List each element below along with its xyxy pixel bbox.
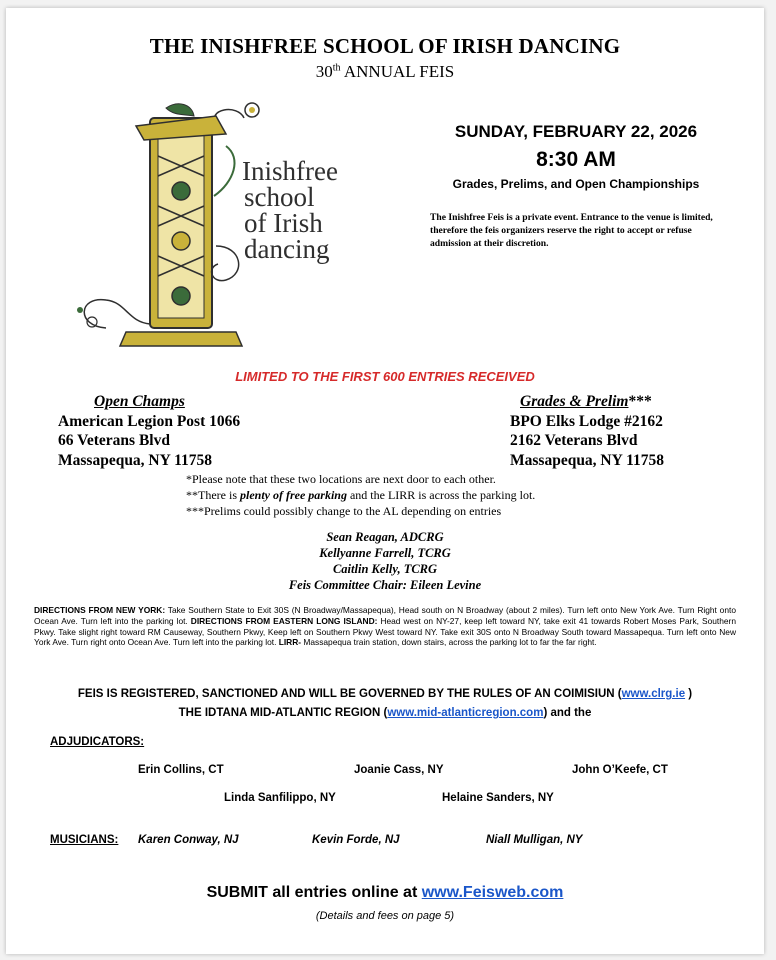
- logo-line-2: school: [244, 182, 315, 212]
- venue-notes: [186, 471, 606, 519]
- logo-line-1: Inishfree: [242, 156, 338, 186]
- page-title: THE INISHFREE SCHOOL OF IRISH DANCING: [149, 34, 621, 58]
- directions-text: DIRECTIONS FROM NEW YORK: Take Southern State to Exit 30S (N Broadway/Massapequa), Head south on N Broadway (about 2 miles). Turn left onto New York Ave. Turn Right onto Ocean Ave. Turn left into the parking lot. DIRECTIONS FROM EASTERN LONG ISLAND: Head west on NY-27, keep left toward NY, take exit 41 towards Robert Moses Park, Southern Pkwy. Take slight right toward RM Causeway, Southern Pkwy, Keep left on Southern Pkwy West toward NY. Take exit 30S onto N Broadway South toward Massapequa. Turn left onto New York Ave. Turn right onto Ocean Ave. Turn left into the parking lot. LIRR- Massapequa train station, down stairs, across the parking lot to far the far right.: [34, 605, 736, 648]
- event-date: SUNDAY, FEBRUARY 22, 2026: [454, 122, 698, 141]
- musician: Karen Conway, NJ: [138, 834, 239, 846]
- staff-member: Feis Committee Chair: Eileen Levine: [288, 578, 482, 592]
- adjudicator: Helaine Sanders, NY: [442, 792, 554, 804]
- staff-member: Kellyanne Farrell, TCRG: [319, 546, 451, 560]
- staff-member: Caitlin Kelly, TCRG: [332, 562, 438, 576]
- submit-entries: SUBMIT all entries online at www.Feisweb.com: [206, 884, 564, 901]
- staff-member: Sean Reagan, ADCRG: [326, 530, 444, 544]
- flyer-page: [6, 8, 764, 954]
- logo-line-4: dancing: [244, 234, 330, 264]
- event-categories: Grades, Prelims, and Open Championships: [452, 177, 700, 191]
- musicians-heading: MUSICIANS:: [50, 834, 119, 846]
- venue-grades-city: Massapequa, NY 11758: [510, 451, 665, 469]
- note-3: ***Prelims could possibly change to the AL depending on entries: [186, 504, 502, 518]
- mid-atlantic-link[interactable]: www.mid-atlanticregion.com: [387, 707, 544, 719]
- entry-limit-notice: LIMITED TO THE FIRST 600 ENTRIES RECEIVED: [235, 369, 535, 384]
- event-time: 8:30 AM: [536, 148, 616, 171]
- celtic-letter-i-icon: [66, 96, 386, 356]
- venue-open-champs: [58, 392, 318, 470]
- school-logo: [66, 96, 386, 356]
- note-2: **There is plenty of free parking and the LIRR is across the parking lot.: [186, 488, 536, 502]
- feis-staff: [6, 529, 764, 593]
- clrg-link[interactable]: www.clrg.ie: [621, 688, 686, 700]
- venue-grades-street: 2162 Veterans Blvd: [510, 432, 638, 449]
- page-subtitle: 30th ANNUAL FEIS: [315, 62, 455, 81]
- details-note: (Details and fees on page 5): [315, 910, 455, 922]
- admission-disclaimer: The Inishfree Feis is a private event. Entrance to the venue is limited, therefore the feis organizers reserve the right to accept or refuse admission at their discretion.: [430, 212, 713, 249]
- note-1: *Please note that these two locations are next door to each other.: [186, 472, 496, 486]
- adjudicators-heading: ADJUDICATORS:: [50, 736, 145, 748]
- venue-open-heading: Open Champs: [94, 393, 185, 410]
- venue-open-name: American Legion Post 1066: [58, 412, 241, 430]
- adjudicator: John O’Keefe, CT: [572, 764, 668, 776]
- musician: Kevin Forde, NJ: [312, 834, 400, 846]
- venue-open-city: Massapequa, NY 11758: [58, 451, 213, 469]
- venue-grades-heading-line: Grades & Prelim***: [520, 393, 652, 410]
- logo-line-3: of Irish: [244, 208, 323, 238]
- musician: Niall Mulligan, NY: [486, 834, 583, 846]
- adjudicator: Linda Sanfilippo, NY: [224, 792, 336, 804]
- governance-statement: FEIS IS REGISTERED, SANCTIONED AND WILL BE GOVERNED BY THE RULES OF AN COIMISIUN (www.clrg.ie ) THE IDTANA MID-ATLANTIC REGION (www.mid-atlanticregion.com) and the: [77, 688, 693, 719]
- venue-grades-prelim: [510, 392, 750, 470]
- venue-grades-name: BPO Elks Lodge #2162: [510, 412, 663, 430]
- adjudicator: Joanie Cass, NY: [354, 764, 444, 776]
- adjudicator: Erin Collins, CT: [138, 764, 224, 776]
- venue-open-street: 66 Veterans Blvd: [58, 432, 170, 449]
- feisweb-link[interactable]: www.Feisweb.com: [421, 884, 564, 901]
